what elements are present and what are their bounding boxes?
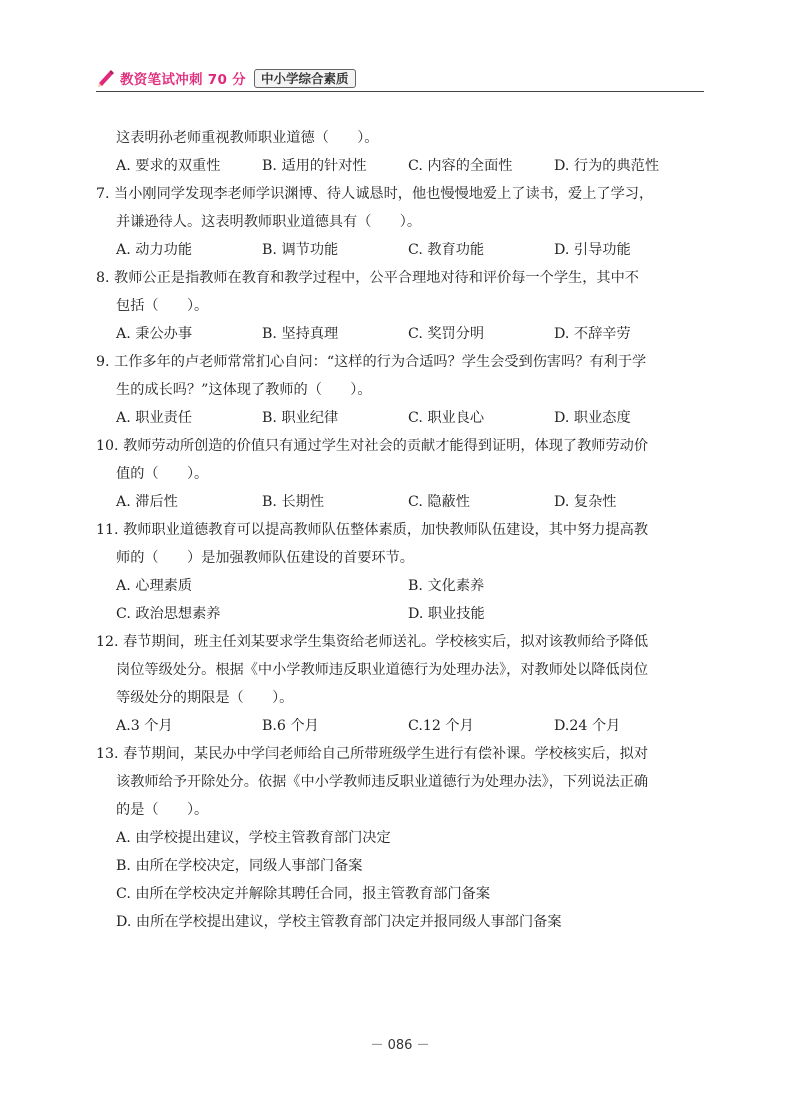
- q6-option-a: A. 要求的双重性: [116, 158, 221, 174]
- q10-option-a: A. 滞后性: [116, 494, 178, 510]
- q13-option-a: A. 由学校提出建议，学校主管教育部门决定: [116, 830, 391, 846]
- question-list: [96, 124, 708, 936]
- page-number: － 086 －: [370, 1038, 430, 1053]
- q10-option-b: B. 长期性: [262, 494, 325, 510]
- q12-stem-line2: 岗位等级处分。根据《中小学教师违反职业道德行为处理办法》，对教师处以降低岗位: [116, 662, 649, 678]
- q13-option-c: C. 由所在学校决定并解除其聘任合同，报主管教育部门备案: [116, 886, 491, 902]
- q9-options: [96, 404, 708, 432]
- q7-option-c: C. 教育功能: [408, 242, 485, 258]
- q11-option-b: B. 文化素养: [408, 578, 485, 594]
- header-divider: [96, 91, 704, 92]
- q11-option-a: A. 心理素质: [116, 578, 193, 594]
- pencil-icon: [96, 68, 116, 88]
- q8-option-d: D. 不辞辛劳: [554, 326, 631, 342]
- q9-stem-line2: 生的成长吗？”这体现了教师的（ ）。: [116, 382, 372, 398]
- q8-stem-line2: 包括（ ）。: [116, 298, 209, 314]
- subject-badge: 中小学综合素质: [254, 69, 356, 88]
- q11-option-c: C. 政治思想素养: [116, 606, 221, 622]
- q7-option-d: D. 引导功能: [554, 242, 631, 258]
- q8-option-b: B. 坚持真理: [262, 326, 339, 342]
- q8-option-c: C. 奖罚分明: [408, 326, 485, 342]
- q11-stem-line2: 师的（ ）是加强教师队伍建设的首要环节。: [116, 550, 414, 566]
- q10-option-c: C. 隐蔽性: [408, 494, 470, 510]
- q13-option-d: D. 由所在学校提出建议，学校主管教育部门决定并报同级人事部门备案: [116, 914, 562, 930]
- q7-stem-line2: 并谦逊待人。这表明教师职业道德具有（ ）。: [116, 214, 422, 230]
- q12-option-a: A.3 个月: [116, 718, 173, 734]
- q11-options-row2: [96, 600, 708, 628]
- q12-option-c: C.12 个月: [408, 718, 474, 734]
- q9-option-a: A. 职业责任: [116, 410, 193, 426]
- q11-stem-line1: 11. 教师职业道德教育可以提高教师队伍整体素质，加快教师队伍建设，其中努力提高教: [96, 522, 649, 538]
- q11-option-d: D. 职业技能: [408, 606, 485, 622]
- q10-stem-line2: 值的（ ）。: [116, 466, 209, 482]
- q7-stem-line1: 7. 当小刚同学发现李老师学识渊博、待人诚恳时，他也慢慢地爱上了读书，爱上了学习，: [96, 186, 654, 202]
- q6-option-c: C. 内容的全面性: [408, 158, 513, 174]
- q13-stem-line2: 该教师给予开除处分。依据《中小学教师违反职业道德行为处理办法》，下列说法正确: [116, 774, 649, 790]
- q13-option-b: B. 由所在学校决定，同级人事部门备案: [116, 858, 363, 874]
- q8-options: [96, 320, 708, 348]
- q12-options: [96, 712, 708, 740]
- q12-option-b: B.6 个月: [262, 718, 319, 734]
- q12-stem-line1: 12. 春节期间，班主任刘某要求学生集资给老师送礼。学校核实后，拟对该教师给予降低: [96, 634, 649, 650]
- q10-options: [96, 488, 708, 516]
- q9-stem-line1: 9. 工作多年的卢老师常常扪心自问：“这样的行为合适吗？学生会受到伤害吗？有利于学: [96, 354, 647, 370]
- q12-option-d: D.24 个月: [554, 718, 621, 734]
- q7-option-a: A. 动力功能: [116, 242, 193, 258]
- q8-option-a: A. 秉公办事: [116, 326, 193, 342]
- q9-option-c: C. 职业良心: [408, 410, 485, 426]
- q12-stem-line3: 等级处分的期限是（ ）。: [116, 690, 294, 706]
- page-header: [96, 66, 704, 90]
- q9-option-d: D. 职业态度: [554, 410, 631, 426]
- q6-option-d: D. 行为的典范性: [554, 158, 660, 174]
- q7-options: [96, 236, 708, 264]
- q6-option-b: B. 适用的针对性: [262, 158, 367, 174]
- q13-stem-line3: 的是（ ）。: [116, 802, 209, 818]
- q13-stem-line1: 13. 春节期间，某民办中学闫老师给自己所带班级学生进行有偿补课。学校核实后，拟对: [96, 746, 649, 762]
- q7-option-b: B. 调节功能: [262, 242, 339, 258]
- q6-stem: 这表明孙老师重视教师职业道德（ ）。: [116, 130, 379, 146]
- q6-options: [96, 152, 708, 180]
- q11-options-row1: [96, 572, 708, 600]
- q10-stem-line1: 10. 教师劳动所创造的价值只有通过学生对社会的贡献才能得到证明，体现了教师劳动价: [96, 438, 649, 454]
- q9-option-b: B. 职业纪律: [262, 410, 339, 426]
- q10-option-d: D. 复杂性: [554, 494, 617, 510]
- brand-title: 教资笔试冲刺 70 分: [120, 72, 246, 88]
- q8-stem-line1: 8. 教师公正是指教师在教育和教学过程中，公平合理地对待和评价每一个学生，其中不: [96, 270, 639, 286]
